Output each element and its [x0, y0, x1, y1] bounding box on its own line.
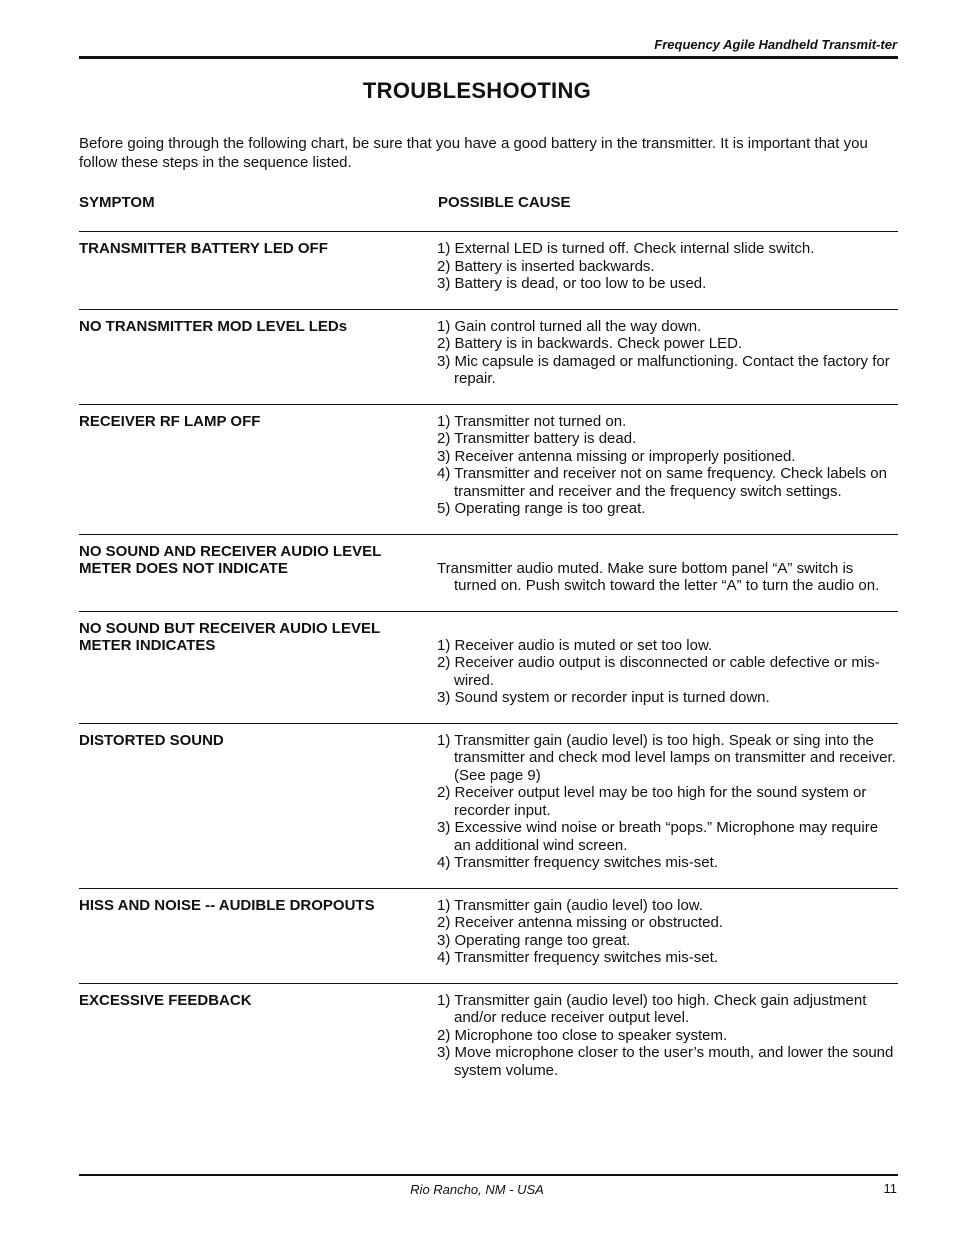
cause-item: 5) Operating range is too great.	[437, 500, 646, 517]
symptom-label: TRANSMITTER BATTERY LED OFF	[79, 240, 328, 257]
intro-paragraph: Before going through the following chart, be sure that you have a good battery in the transmitter. It is important that you follow these steps in the sequence listed.	[79, 135, 868, 171]
footer-divider	[79, 1174, 898, 1176]
table-row	[79, 723, 898, 888]
cause-item: 1) Transmitter gain (audio level) is too high. Speak or sing into the transmitter and check mod level lamps on transmitter and receiver. (See page 9)	[437, 731, 896, 784]
cause-list	[437, 984, 898, 1096]
cause-item: 1) External LED is turned off. Check internal slide switch.	[437, 240, 815, 257]
cause-item: 1) Transmitter not turned on.	[437, 412, 627, 430]
cause-item: 4) Transmitter frequency switches mis-set.	[437, 854, 718, 871]
cause-item: 3) Move microphone closer to the user’s mouth, and lower the sound system volume.	[437, 1044, 894, 1079]
table-row	[79, 534, 898, 611]
cause-column-header: POSSIBLE CAUSE	[438, 194, 571, 211]
cause-item: 3) Battery is dead, or too low to be used.	[437, 275, 707, 292]
cause-list	[437, 310, 898, 404]
table-row	[79, 231, 898, 309]
cause-item: 3) Mic capsule is damaged or malfunctioning. Contact the factory for repair.	[437, 352, 890, 387]
cause-list	[437, 405, 898, 534]
cause-item: 3) Sound system or recorder input is turned down.	[437, 689, 770, 706]
symptom-label: HISS AND NOISE -- AUDIBLE DROPOUTS	[79, 896, 375, 914]
cause-list	[437, 535, 898, 611]
cause-item: 2) Receiver audio output is disconnected or cable defective or mis-wired.	[437, 654, 880, 689]
symptom-label: RECEIVER RF LAMP OFF	[79, 412, 261, 430]
header-divider	[79, 56, 898, 59]
troubleshooting-table	[79, 231, 898, 1095]
cause-list	[437, 612, 898, 723]
cause-item: 1) Gain control turned all the way down.	[437, 317, 702, 335]
page-title: TROUBLESHOOTING	[362, 78, 592, 103]
cause-item: 1) Transmitter gain (audio level) too low.	[437, 896, 703, 914]
cause-item: 2) Receiver output level may be too high for the sound system or recorder input.	[437, 784, 867, 819]
cause-item: 2) Battery is in backwards. Check power LED.	[437, 335, 743, 352]
symptom-label: DISTORTED SOUND	[79, 731, 224, 749]
cause-item: 2) Microphone too close to speaker system.	[437, 1026, 728, 1044]
cause-list	[437, 889, 898, 983]
symptom-column-header: SYMPTOM	[79, 194, 155, 211]
symptom-label: NO TRANSMITTER MOD LEVEL LEDs	[79, 317, 348, 335]
footer-location: Rio Rancho, NM - USA	[410, 1182, 544, 1197]
cause-item: 3) Excessive wind noise or breath “pops.” Microphone may require an additional wind screen.	[437, 819, 879, 854]
cause-item: 4) Transmitter frequency switches mis-set.	[437, 949, 718, 966]
cause-item: 4) Transmitter and receiver not on same frequency. Check labels on transmitter and receiver and the frequency switch settings.	[437, 465, 887, 500]
page-number: 11	[883, 1181, 897, 1196]
cause-item: 1) Receiver audio is muted or set too low.	[437, 636, 713, 654]
table-row	[79, 309, 898, 404]
symptom-label: NO SOUND BUT RECEIVER AUDIO LEVEL METER INDICATES	[79, 619, 381, 654]
symptom-label: EXCESSIVE FEEDBACK	[79, 991, 252, 1009]
cause-item: 2) Transmitter battery is dead.	[437, 430, 637, 447]
table-row	[79, 404, 898, 534]
cause-item: 1) Transmitter gain (audio level) too high. Check gain adjustment and/or reduce receiver output level.	[437, 991, 867, 1026]
cause-item: 3) Receiver antenna missing or improperly positioned.	[437, 447, 796, 465]
table-row	[79, 611, 898, 723]
symptom-label: NO SOUND AND RECEIVER AUDIO LEVEL METER DOES NOT INDICATE	[79, 542, 382, 577]
table-row	[79, 983, 898, 1096]
cause-item: 2) Battery is inserted backwards.	[437, 257, 655, 275]
cause-list	[437, 724, 898, 888]
cause-item: 2) Receiver antenna missing or obstructed.	[437, 914, 723, 931]
table-row	[79, 888, 898, 983]
running-header-title: Frequency Agile Handheld Transmit-ter	[654, 37, 897, 52]
cause-list	[437, 232, 898, 309]
cause-item: 3) Operating range too great.	[437, 931, 631, 949]
cause-item: Transmitter audio muted. Make sure bottom panel “A” switch is turned on. Push switch toward the letter “A” to turn the audio on.	[437, 559, 880, 594]
